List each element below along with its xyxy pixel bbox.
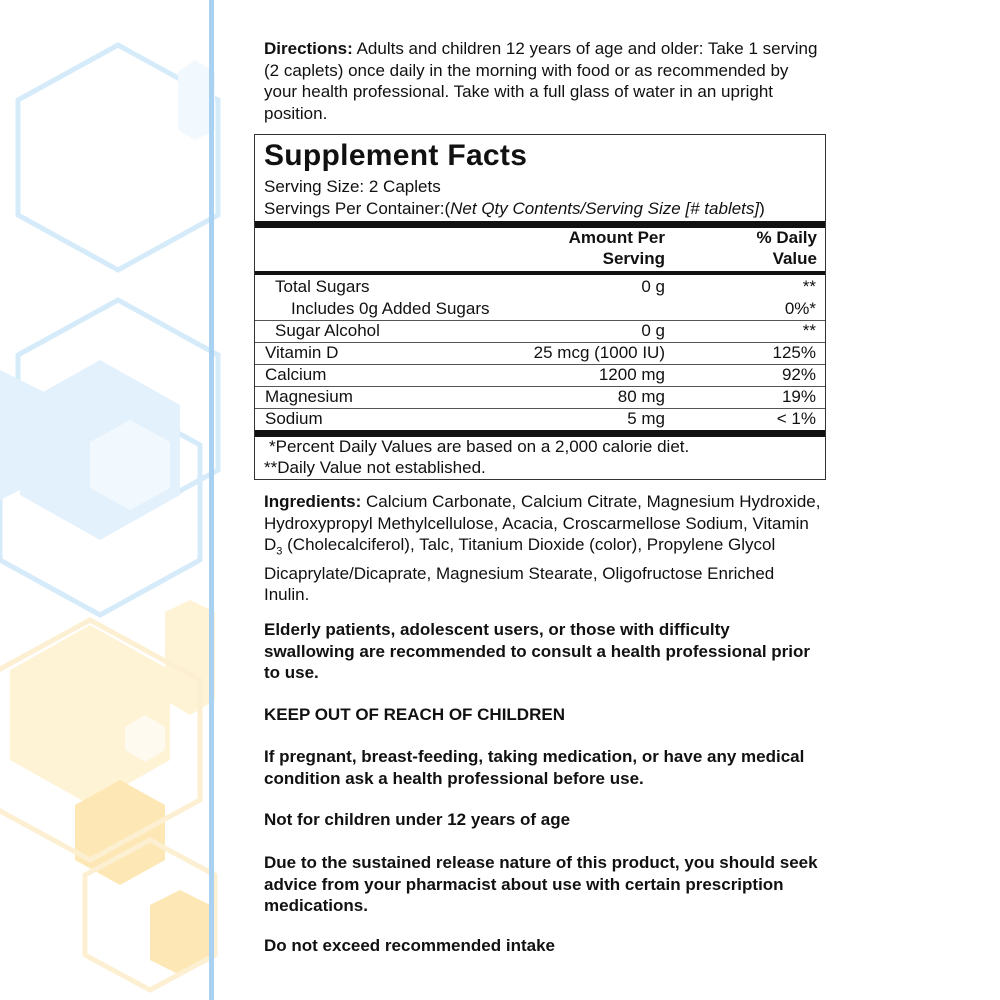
header-amount-per-serving — [545, 228, 665, 269]
supplement-facts-title: Supplement Facts — [264, 139, 528, 172]
divider-thick — [255, 430, 825, 437]
directions-text: Adults and children 12 years of age and older: Take 1 serving (2 caplets) once daily in the morning with food or as recommended by your health professional. Take with a full glass of water in an upright position. — [264, 39, 818, 123]
directions-paragraph — [264, 38, 824, 124]
header-daily-value — [695, 228, 817, 269]
nutrient-daily-value: 125% — [772, 343, 816, 362]
serving-size: Serving Size: 2 Caplets — [264, 177, 441, 196]
warning-pregnant: If pregnant, breast-feeding, taking medication, or have any medical condition ask a health professional before use. — [264, 747, 805, 788]
nutrient-row — [255, 408, 825, 430]
nutrient-name: Calcium — [265, 365, 327, 384]
hexagon-fill — [165, 600, 215, 715]
nutrient-daily-value: 0%* — [784, 299, 816, 318]
nutrient-row — [255, 320, 825, 342]
nutrient-daily-value: 92% — [781, 365, 816, 384]
nutrient-row — [255, 364, 825, 386]
nutrient-row — [255, 342, 825, 364]
servings-per-suffix: ) — [759, 199, 765, 218]
servings-per-container — [264, 199, 765, 219]
servings-per-italic: Net Qty Contents/Serving Size [# tablets] — [450, 199, 760, 218]
nutrient-amount: 25 mcg (1000 IU) — [533, 343, 665, 362]
ingredients-label: Ingredients: — [264, 492, 362, 511]
warning-not-for-children: Not for children under 12 years of age — [264, 810, 571, 829]
header-daily-line2: Value — [772, 248, 817, 268]
nutrient-amount: 1200 mg — [598, 365, 665, 384]
supplement-facts-panel — [254, 134, 826, 480]
ingredients-subscript: 3 — [276, 545, 283, 558]
nutrient-name: Magnesium — [265, 387, 353, 406]
warning-elderly: Elderly patients, adolescent users, or those with difficulty swallowing are recommended to consult a health professional prior to use. — [264, 620, 811, 682]
nutrient-name: Sodium — [265, 409, 323, 428]
nutrient-daily-value: ** — [802, 321, 816, 340]
header-amount-line1: Amount Per — [568, 228, 665, 247]
nutrient-daily-value: 19% — [781, 387, 816, 406]
nutrient-amount: 5 mg — [627, 409, 665, 428]
header-amount-line2: Serving — [602, 248, 665, 268]
header-daily-line1: % Daily — [756, 228, 817, 247]
divider-medium — [255, 271, 825, 275]
nutrient-name: Includes 0g Added Sugars — [291, 299, 490, 318]
footnote-percent-daily: *Percent Daily Values are based on a 2,000 calorie diet. — [269, 437, 690, 456]
nutrient-daily-value: < 1% — [776, 409, 816, 428]
directions-label: Directions: — [264, 39, 353, 58]
warning-sustained-release: Due to the sustained release nature of this product, you should seek advice from your pharmacist about use with certain prescription medications. — [264, 853, 818, 915]
warning-do-not-exceed: Do not exceed recommended intake — [264, 936, 555, 955]
nutrient-row — [255, 386, 825, 408]
nutrient-name: Vitamin D — [265, 343, 339, 362]
ingredients-text-part1: Calcium Carbonate, Calcium Citrate, Magnesium Hydroxide, Hydroxypropyl Methylcellulose, Acacia, Croscarmellose Sodium, Vitamin D — [264, 492, 821, 554]
nutrient-amount: 0 g — [641, 321, 665, 340]
servings-per-prefix: Servings Per Container:( — [264, 199, 451, 218]
nutrient-name: Total Sugars — [275, 277, 370, 296]
warning-keep-out-of-reach: KEEP OUT OF REACH OF CHILDREN — [264, 705, 565, 724]
nutrient-row — [255, 298, 825, 320]
nutrient-daily-value: ** — [802, 277, 816, 296]
nutrient-amount: 0 g — [641, 277, 665, 296]
divider-thick — [255, 221, 825, 228]
ingredients-paragraph — [264, 491, 824, 606]
nutrient-amount: 80 mg — [617, 387, 665, 406]
nutrient-row — [255, 276, 825, 298]
nutrient-name: Sugar Alcohol — [275, 321, 380, 340]
ingredients-text-part2: (Cholecalciferol), Talc, Titanium Dioxide (color), Propylene Glycol Dicaprylate/Dicaprate, Magnesium Stearate, Oligofructose Enriched Inulin. — [264, 535, 776, 605]
accent-divider-line — [209, 0, 214, 1000]
footnote-not-established: **Daily Value not established. — [264, 458, 486, 477]
